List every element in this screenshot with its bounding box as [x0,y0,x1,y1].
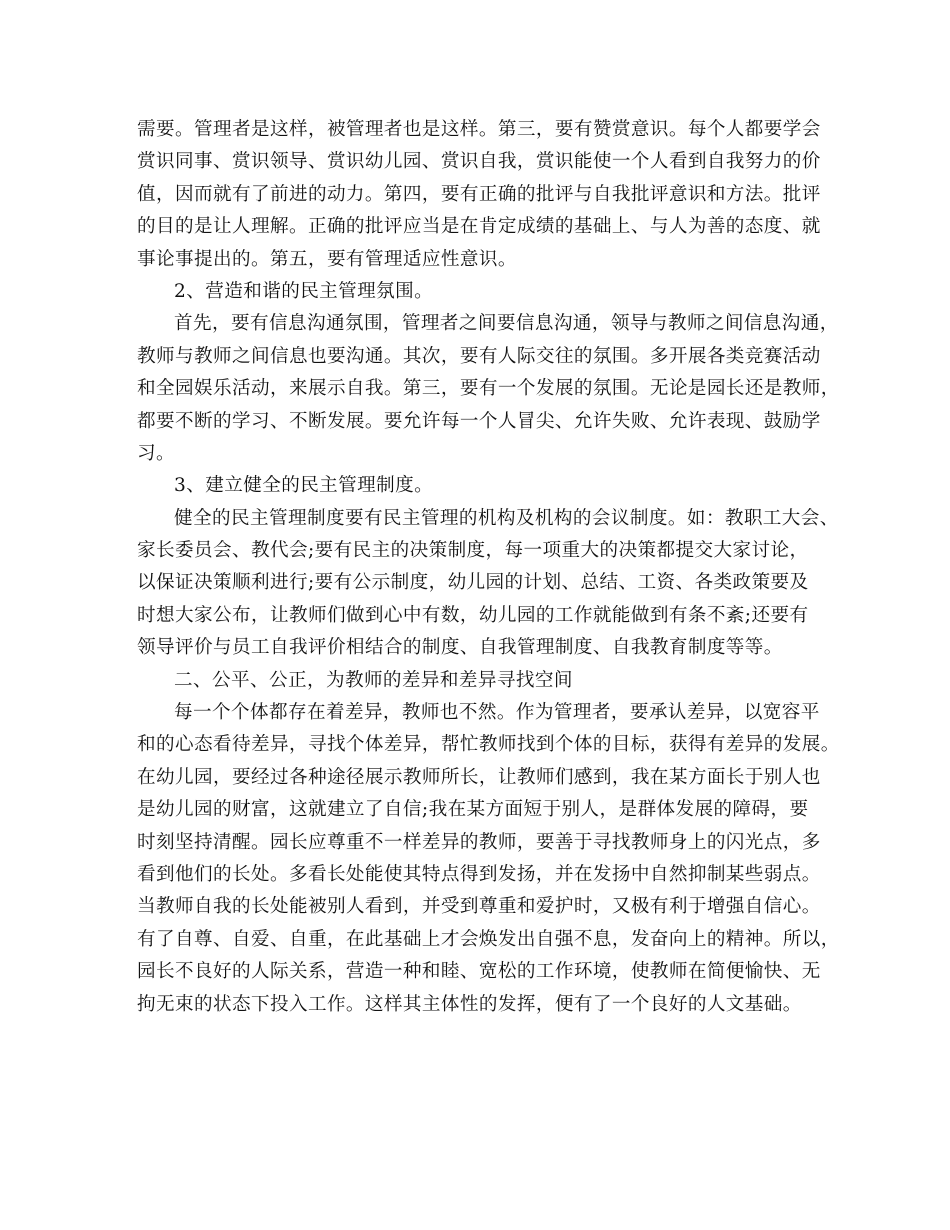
text-line: 3、建立健全的民主管理制度。 [174,475,434,497]
text-line: 园长不良好的人际关系，营造一种和睦、宽松的工作环境，使教师在简便愉快、无 [137,961,821,983]
text-line: 教师与教师之间信息也要沟通。其次，要有人际交往的氛围。多开展各类竞赛活动 [137,345,821,367]
text-line: 领导评价与员工自我评价相结合的制度、自我管理制度、自我教育制度等等。 [137,637,783,659]
text-line: 时刻坚持清醒。园长应尊重不一样差异的教师，要善于寻找教师身上的闪光点，多 [137,831,821,853]
text-line: 和全园娱乐活动，来展示自我。第三，要有一个发展的氛围。无论是园长还是教师， [137,378,840,400]
text-line: 拘无束的状态下投入工作。这样其主体性的发挥，便有了一个良好的人文基础。 [137,993,802,1015]
text-line: 家长委员会、教代会;要有民主的决策制度，每一项重大的决策都提交大家讨论， [137,540,809,562]
text-line: 当教师自我的长处能被别人看到，并受到尊重和爱护时，又极有利于增强自信心。 [137,896,821,918]
text-line: 的目的是让人理解。正确的批评应当是在肯定成绩的基础上、与人为善的态度、就 [137,216,821,238]
text-line: 都要不断的学习、不断发展。要允许每一个人冒尖、允许失败、允许表现、鼓励学 [137,410,821,432]
text-line: 是幼儿园的财富，这就建立了自信;我在某方面短于别人，是群体发展的障碍，要 [137,799,809,821]
text-line: 值，因而就有了前进的动力。第四，要有正确的批评与自我批评意识和方法。批评 [137,183,821,205]
text-line: 时想大家公布，让教师们做到心中有数，幼儿园的工作就能做到有条不紊;还要有 [137,604,809,626]
text-line: 2、营造和谐的民主管理氛围。 [174,280,434,302]
text-line: 二、公平、公正，为教师的差异和差异寻找空间 [174,669,573,691]
text-line: 健全的民主管理制度要有民主管理的机构及机构的会议制度。如：教职工大会、 [174,507,839,529]
text-line: 和的心态看待差异，寻找个体差异，帮忙教师找到个体的目标，获得有差异的发展。 [137,734,840,756]
text-line: 需要。管理者是这样，被管理者也是这样。第三，要有赞赏意识。每个人都要学会 [137,119,821,140]
text-line: 看到他们的长处。多看长处能使其特点得到发扬，并在发扬中自然抑制某些弱点。 [137,863,821,885]
text-line: 首先，要有信息沟通氛围，管理者之间要信息沟通，领导与教师之间信息沟通， [174,313,839,335]
document-body [137,114,840,1021]
text-line: 赏识同事、赏识领导、赏识幼儿园、赏识自我，赏识能使一个人看到自我努力的价 [137,151,821,173]
text-line: 每一个个体都存在着差异，教师也不然。作为管理者，要承认差异，以宽容平 [174,702,820,724]
text-line: 事论事提出的。第五，要有管理适应性意识。 [137,248,517,270]
text-line: 在幼儿园，要经过各种途径展示教师所长，让教师们感到，我在某方面长于别人也 [137,766,821,788]
text-line: 习。 [137,442,175,464]
text-line: 有了自尊、自爱、自重，在此基础上才会焕发出自强不息，发奋向上的精神。所以， [137,928,840,950]
text-line: 以保证决策顺利进行;要有公示制度，幼儿园的计划、总结、工资、各类政策要及 [137,572,809,594]
